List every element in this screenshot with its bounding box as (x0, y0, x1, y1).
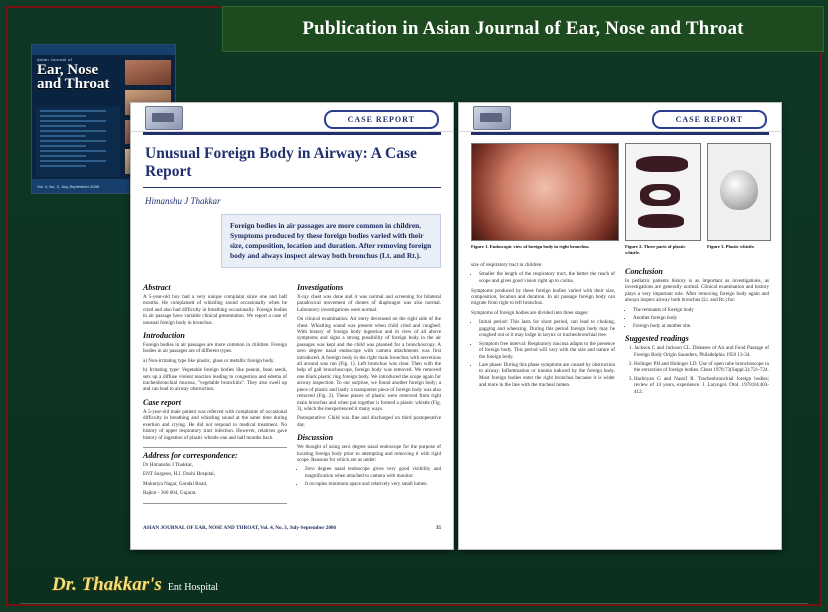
discussion-bullet-list (305, 466, 441, 487)
case-report-badge-left: CASE REPORT (324, 110, 439, 129)
paragraph: A 5-year-old boy had a very unique complaint since one and half months. He complained of whistling sound occasionally when he cried and also had difficulty in breathing occasionally. Foreign bodies in air passage have variable clinical presentation. We report a case of unusual foreign body in bronchus. (143, 294, 287, 326)
figure-caption: Figure 2. Three parts of plastic whistle. (625, 244, 686, 255)
heading-correspondence: Address for correspondence: (143, 450, 238, 460)
correspondence-block (143, 447, 287, 504)
column-right (625, 262, 769, 399)
cover-brand-label: Asian Journal of (37, 57, 73, 62)
heading-suggested-readings: Suggested readings (625, 334, 689, 344)
paragraph: a) Non-irritating type like plastic, glass or metallic foreign body. (143, 357, 275, 364)
heading-case-report: Case report (143, 397, 181, 407)
list-item: • Foreign body at another site. (633, 323, 769, 330)
list-item: • Another foreign body (633, 315, 769, 322)
heading-discussion: Discussion (297, 433, 334, 443)
brand-name: Dr. Thakkar's (52, 574, 162, 595)
heading-conclusion: Conclusion (625, 267, 663, 276)
footer-divider (20, 603, 808, 604)
article-page-left (130, 102, 454, 550)
page-footer-left (143, 525, 441, 531)
cover-top-band (32, 45, 175, 55)
figure-3 (707, 143, 771, 256)
paragraph: Symptoms produced by these foreign bodies varied with their size, composition, location and duration. In air passage foreign body can migrate from right to left bronchus. (471, 287, 615, 307)
journal-logo-icon (473, 106, 511, 130)
column-left (143, 278, 287, 504)
paragraph: Mukutiya Nagar, Gondal Road, (143, 480, 208, 487)
list-item: • The remnants of foreign body (633, 307, 769, 314)
article-author: Himanshu J Thakkar (145, 196, 221, 206)
whistle-parts-image (625, 143, 701, 241)
cover-title-line2: and Throat (37, 76, 110, 92)
cover-title-line1: Ear, Nose (37, 62, 99, 78)
cover-issue-label: Vol. 4, No. 3, July-September 2006 (32, 179, 175, 193)
stages-bullet-list (479, 319, 615, 388)
list-item: • Late phase: During this phase symptoms are caused by obstruction to airway. Inflammation or trauma induced by the foreign body. Most foreign bodies enter the right bronchus because it is wider and more in the line with the tracheal lumen. (479, 362, 615, 388)
paragraph: Rajkot - 360 004, Gujarat. (143, 490, 197, 497)
figure-caption: Figure 3. Plastic whistle. (707, 244, 755, 249)
list-item: • Zero degree nasal endoscope gives very good visibility and magnification when attached to camera with monitor. (305, 466, 441, 479)
header-rule-left (143, 132, 441, 135)
list-item: 1. Jackson C and Jackson CL. Diseases of Air and Food Passage of Foreign Body Origin Saunders, Philadelphia 1950 13-34. (634, 345, 769, 358)
list-item: 2. Holinger PH and Holinger LD. Use of open tube bronchoscope in the extraction of foreign bodies. Chest 1978;73(Suppl.3):721-724. (634, 361, 769, 374)
paragraph: X-ray chest was done and it was normal and screening for bilateral paradoxical movement of domes of diaphragm was also normal. Laboratory investigations were normal. (297, 294, 441, 313)
footer-brand (52, 574, 218, 596)
list-item: • Smaller the length of the respiratory tract, the better the reach of scope and gives good vision right up to carina. (479, 271, 615, 284)
footer-page-number: 35 (435, 525, 441, 531)
paragraph: We thought of using zero degree nasal endoscope for the purpose of locating foreign body prior to attempting and removing it with rigid scope. Reasons for which are as under: (297, 444, 441, 463)
highlight-box: Foreign bodies in air passages are more common in children. Symptoms produced by these foreign bodies varied with their size, composition, location and duration. After removing foreign body and always inspect airway both bronchus (Lt. and Rt.). (221, 214, 441, 268)
journal-logo-icon (145, 106, 183, 130)
article-title: Unusual Foreign Body in Airway: A Case Report (145, 145, 417, 180)
heading-introduction: Introduction (143, 331, 185, 341)
list-item: • Initial period: This lasts for short period, can lead to choking, gagging and wheezing. During this period foreign body may be coughed out or it may lodge in larynx or tracheobronchial tree. (479, 319, 615, 339)
article-page-right (458, 102, 782, 550)
article-columns-right (459, 262, 781, 399)
references-list (634, 345, 769, 395)
paragraph: ENT Surgeon, H.J. Doshi Hospital, (143, 471, 215, 478)
paragraph: Postoperative: Child was fine and discharged on third postoperative day. (297, 415, 441, 428)
article-columns-left (131, 278, 453, 504)
reach-bullet-list (479, 271, 615, 284)
page-title: Publication in Asian Journal of Ear, Nose and Throat (302, 18, 744, 39)
heading-investigations: Investigations (297, 283, 344, 292)
title-underline (143, 187, 441, 188)
column-right (297, 278, 441, 504)
footer-citation: ASIAN JOURNAL OF EAR, NOSE AND THROAT, Vol. 4, No. 3, July-September 2006 (143, 525, 337, 531)
paragraph: b) Irritating type: Vegetable foreign bodies like peanut, bean seeds, sets up a diffuse violent reaction leading to congestion and edema of tracheobronchial mucosa, "vegetable bronchitis". They also swell up and can lead to airway obstruction. (143, 367, 287, 393)
list-item: • Symptom free interval: Respiratory mucosa adapts to the presence of foreign body. This period will vary with the size and nature of the foreign body. (479, 341, 615, 361)
paragraph: Symptoms of foreign bodies are divided into three stages: (471, 309, 589, 316)
heading-abstract: Abstract (143, 283, 171, 292)
figure-1 (471, 143, 619, 256)
list-item: 3. Harboyan G and Nassif R. Tracheobronchial foreign bodies; review of 14 years, experience. J. Laryngol. Otol. 1970;84:403-412. (634, 376, 769, 396)
figure-row (459, 135, 781, 256)
paragraph: A 5-year-old male patient was referred with complaints of occasional difficulty in breathing and whistling sound at the same time during exertion and crying. He did not respond to medical treatment. No history of upper respiratory tract infection. However, relatives gave history of ingestion of plastic whistle one and half months back. (143, 408, 287, 441)
paragraph: On clinical examination: Air entry decreased on the right side of the chest. Whistling sound was present when child cried and coughed. With history of foreign body ingestion and in view of all above symptoms and signs a strong possibility of foreign body in the air passages was kept and the child was planned for a bronchoscopy. A zero degree nasal endoscope with camera attachments was first introduced. A foreign body in the right main bronchus with secretions all around was run (Fig. 1). Left bronchus was clear. Then with the help of gall bronchoscope, foreign body was removed. We removed one black plastic ring foreign body. We introduced the scope again for airway inspection. To our surprise, we found another foreign body; a piece of plastic and lastly a transparent piece of foreign body was also removed (Fig. 2). These pieces of plastic were removed from right main bronchus and when put together it formed a plastic whistle (Fig. 3), which the inexperienced it many ways. (297, 316, 441, 412)
cover-contents-block (36, 107, 120, 177)
column-left (471, 262, 615, 399)
figure-caption: Figure 1. Endoscopic view of foreign body in right bronchus. (471, 244, 590, 249)
brand-subtitle: Ent Hospital (167, 582, 219, 593)
list-item: • It occupies minimum space and relatively very small lumen (305, 481, 441, 488)
paragraph: Dr Himanshu J Thakkar, (143, 461, 194, 468)
paragraph: In pediatric patients history is as important as investigations, as investigations are generally normal. Clinical examination and history plays a very important role. After removing foreign body again and always inspect airway both bronchus (Lt. and Rt.) for: (625, 278, 769, 304)
endoscopic-view-image (471, 143, 619, 241)
conclusion-bullet-list (633, 307, 769, 330)
figure-2 (625, 143, 701, 256)
header-banner (222, 6, 824, 52)
plastic-whistle-image (707, 143, 771, 241)
case-report-badge-right: CASE REPORT (652, 110, 767, 129)
page-header-left (131, 103, 453, 132)
paragraph: size of respiratory tract in children (471, 262, 542, 268)
page-header-right (459, 103, 781, 132)
paragraph: Foreign bodies in air passages are more common in children. Foreign bodies in air passages are of different types. (143, 342, 287, 355)
